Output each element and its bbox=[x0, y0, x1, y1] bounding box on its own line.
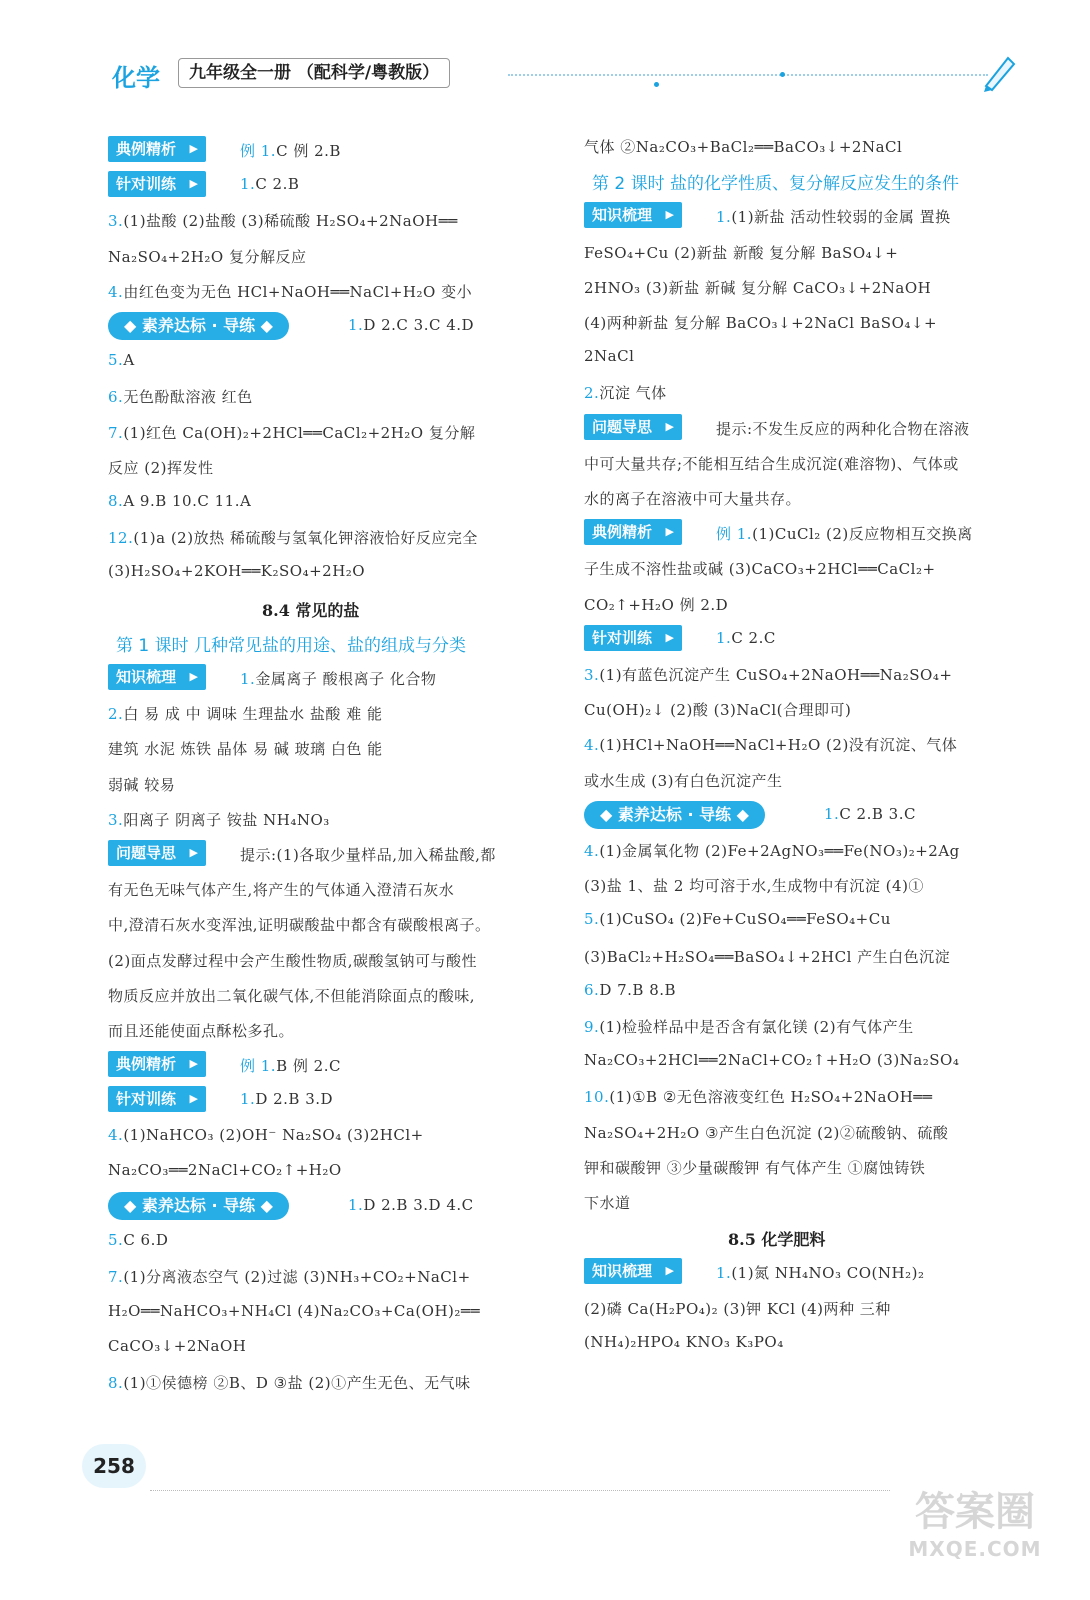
question-number: 4. bbox=[584, 736, 600, 755]
section-title: 8.5 化学肥料 bbox=[728, 1230, 826, 1250]
answer-line: Na₂SO₄+2H₂O 复分解反应 bbox=[108, 247, 307, 266]
pen-icon bbox=[980, 52, 1016, 92]
question-number: 1. bbox=[824, 804, 840, 823]
answer-line: 7.(1)红色 Ca(OH)₂+2HCl══CaCl₂+2H₂O 复分解 bbox=[108, 423, 476, 442]
answer-line: 弱碱 较易 bbox=[108, 775, 176, 794]
answer-line: 2.沉淀 气体 bbox=[584, 384, 667, 403]
section-tag: 典例精析 ▶ bbox=[584, 519, 682, 545]
answer-line: 1.(1)氮 NH₄NO₃ CO(NH₂)₂ bbox=[716, 1264, 925, 1283]
question-number: 1. bbox=[716, 628, 732, 647]
question-number: 例 1. bbox=[240, 142, 277, 160]
answer-line: (3)盐 1、盐 2 均可溶于水,生成物中有沉淀 (4)① bbox=[584, 877, 924, 896]
question-number: 2. bbox=[584, 384, 600, 403]
section-tag: ◆ 素养达标 · 导练 ◆ bbox=[584, 801, 765, 829]
answer-line: (2)磷 Ca(H₂PO₄)₂ (3)钾 KCl (4)两种 三种 bbox=[584, 1299, 891, 1318]
lesson-title: 第 2 课时 盐的化学性质、复分解反应发生的条件 bbox=[592, 174, 960, 195]
answer-line: 2.白 易 成 中 调味 生理盐水 盐酸 难 能 bbox=[108, 705, 383, 724]
answer-line: 提示:不发生反应的两种化合物在溶液 bbox=[716, 419, 970, 438]
header-dot bbox=[780, 72, 785, 77]
question-number: 1. bbox=[240, 175, 256, 194]
section-tag: 问题导思 ▶ bbox=[108, 840, 206, 866]
answer-line: 10.(1)①B ②无色溶液变红色 H₂SO₄+2NaOH══ bbox=[584, 1088, 933, 1107]
question-number: 1. bbox=[716, 208, 732, 227]
answer-line: 建筑 水泥 炼铁 晶体 易 碱 玻璃 白色 能 bbox=[108, 740, 383, 759]
answer-line: 钾和碳酸钾 ③少量碳酸钾 有气体产生 ①腐蚀铸铁 bbox=[584, 1158, 926, 1177]
question-number: 5. bbox=[108, 1231, 124, 1250]
answer-line: 5.A bbox=[108, 351, 135, 370]
answer-line: CO₂↑+H₂O 例 2.D bbox=[584, 595, 729, 614]
answer-line: 1.D 2.B 3.D bbox=[240, 1090, 334, 1109]
answer-line: FeSO₄+Cu (2)新盐 新酸 复分解 BaSO₄↓+ bbox=[584, 243, 899, 262]
section-tag: 典例精析 ▶ bbox=[108, 1051, 206, 1077]
answer-line: 例 1.(1)CuCl₂ (2)反应物相互交换离 bbox=[716, 525, 973, 544]
question-number: 4. bbox=[108, 282, 124, 301]
answer-line: Na₂CO₃══2NaCl+CO₂↑+H₂O bbox=[108, 1160, 342, 1179]
section-tag: 问题导思 ▶ bbox=[584, 414, 682, 440]
answer-line: 3.(1)盐酸 (2)盐酸 (3)稀硫酸 H₂SO₄+2NaOH══ bbox=[108, 212, 458, 231]
question-number: 1. bbox=[348, 316, 364, 334]
question-number: 4. bbox=[108, 1125, 124, 1144]
question-number: 3. bbox=[584, 666, 600, 684]
question-number: 8. bbox=[108, 1374, 124, 1392]
answer-line: 1.(1)新盐 活动性较弱的金属 置换 bbox=[716, 208, 951, 227]
answer-line: 1.D 2.B 3.D 4.C bbox=[348, 1196, 474, 1214]
header-dot bbox=[654, 82, 659, 87]
answer-line: H₂O══NaHCO₃+NH₄Cl (4)Na₂CO₃+Ca(OH)₂══ bbox=[108, 1301, 480, 1320]
answer-line: 4.由红色变为无色 HCl+NaOH══NaCl+H₂O 变小 bbox=[108, 282, 473, 301]
footer-divider bbox=[150, 1490, 890, 1491]
answer-line: (2)面点发酵过程中会产生酸性物质,碳酸氢钠可与酸性 bbox=[108, 951, 478, 970]
answer-line: 1.C 2.B bbox=[240, 175, 300, 194]
question-number: 例 1. bbox=[716, 525, 753, 544]
question-number: 3. bbox=[108, 810, 124, 829]
watermark-site: MXQE.COM bbox=[908, 1537, 1042, 1561]
question-number: 5. bbox=[108, 351, 124, 370]
answer-line: 例 1.B 例 2.C bbox=[240, 1057, 341, 1076]
header-book-title: 九年级全一册 （配科学/粤教版） bbox=[178, 58, 450, 88]
watermark-logo bbox=[880, 1480, 1070, 1580]
answer-line: 6.无色酚酞溶液 红色 bbox=[108, 388, 253, 407]
answer-line: 8.A 9.B 10.C 11.A bbox=[108, 492, 252, 510]
answer-line: 6.D 7.B 8.B bbox=[584, 980, 677, 999]
lesson-title: 第 1 课时 几种常见盐的用途、盐的组成与分类 bbox=[116, 635, 467, 656]
section-title: 8.4 常见的盐 bbox=[262, 600, 360, 620]
answer-line: 2NaCl bbox=[584, 347, 635, 366]
answer-line: 中,澄清石灰水变浑浊,证明碳酸盐中都含有碳酸根离子。 bbox=[108, 916, 491, 935]
answer-line: Na₂CO₃+2HCl══2NaCl+CO₂↑+H₂O (3)Na₂SO₄ bbox=[584, 1051, 960, 1070]
answer-line: 而且还能使面点酥松多孔。 bbox=[108, 1022, 295, 1040]
answer-line: 5.C 6.D bbox=[108, 1231, 169, 1250]
answer-line: 9.(1)检验样品中是否含有氯化镁 (2)有气体产生 bbox=[584, 1018, 914, 1036]
answer-line: 气体 ②Na₂CO₃+BaCl₂══BaCO₃↓+2NaCl bbox=[584, 138, 903, 156]
answer-line: (NH₄)₂HPO₄ KNO₃ K₃PO₄ bbox=[584, 1332, 784, 1351]
question-number: 6. bbox=[108, 388, 124, 407]
answer-line: 4.(1)HCl+NaOH══NaCl+H₂O (2)没有沉淀、气体 bbox=[584, 736, 958, 755]
header-divider bbox=[508, 74, 988, 76]
answer-line: 2HNO₃ (3)新盐 新碱 复分解 CaCO₃↓+2NaOH bbox=[584, 278, 932, 297]
answer-line: 例 1.C 例 2.B bbox=[240, 142, 341, 160]
section-tag: 针对训练 ▶ bbox=[584, 625, 682, 651]
answer-line: 4.(1)金属氧化物 (2)Fe+2AgNO₃══Fe(NO₃)₂+2Ag bbox=[584, 842, 960, 860]
answer-line: CaCO₃↓+2NaOH bbox=[108, 1336, 247, 1355]
question-number: 1. bbox=[348, 1196, 364, 1214]
section-tag: 知识梳理 ▶ bbox=[584, 1258, 682, 1284]
answer-line: 7.(1)分离液态空气 (2)过滤 (3)NH₃+CO₂+NaCl+ bbox=[108, 1268, 471, 1287]
answer-line: 或水生成 (3)有白色沉淀产生 bbox=[584, 771, 783, 790]
answer-line: 3.阳离子 阴离子 铵盐 NH₄NO₃ bbox=[108, 810, 330, 829]
answer-line: 3.(1)有蓝色沉淀产生 CuSO₄+2NaOH══Na₂SO₄+ bbox=[584, 666, 953, 684]
section-tag: ◆ 素养达标 · 导练 ◆ bbox=[108, 1192, 289, 1220]
question-number: 7. bbox=[108, 1268, 124, 1287]
answer-line: 子生成不溶性盐或碱 (3)CaCO₃+2HCl══CaCl₂+ bbox=[584, 560, 936, 579]
answer-line: 1.金属离子 酸根离子 化合物 bbox=[240, 670, 437, 688]
answer-line: 1.C 2.C bbox=[716, 628, 776, 647]
answer-line: (3)H₂SO₄+2KOH══K₂SO₄+2H₂O bbox=[108, 562, 366, 581]
question-number: 5. bbox=[584, 910, 600, 929]
question-number: 8. bbox=[108, 492, 124, 510]
question-number: 10. bbox=[584, 1088, 610, 1107]
question-number: 12. bbox=[108, 529, 134, 548]
page-number: 258 bbox=[82, 1444, 146, 1488]
section-tag: 针对训练 ▶ bbox=[108, 1086, 206, 1112]
answer-line: Na₂SO₄+2H₂O ③产生白色沉淀 (2)②硫酸钠、硫酸 bbox=[584, 1123, 949, 1142]
section-tag: 针对训练 ▶ bbox=[108, 171, 206, 197]
question-number: 1. bbox=[240, 1090, 256, 1109]
question-number: 9. bbox=[584, 1018, 600, 1036]
answer-line: 1.C 2.B 3.C bbox=[824, 804, 916, 823]
question-number: 1. bbox=[240, 670, 256, 688]
header-subject: 化学 bbox=[112, 64, 160, 92]
answer-line: Cu(OH)₂↓ (2)酸 (3)NaCl(合理即可) bbox=[584, 701, 852, 720]
answer-line: 8.(1)①侯德榜 ②B、D ③盐 (2)①产生无色、无气味 bbox=[108, 1374, 471, 1392]
section-tag: 知识梳理 ▶ bbox=[584, 202, 682, 228]
answer-line: 5.(1)CuSO₄ (2)Fe+CuSO₄══FeSO₄+Cu bbox=[584, 910, 891, 929]
question-number: 1. bbox=[716, 1264, 732, 1283]
answer-line: 反应 (2)挥发性 bbox=[108, 458, 214, 477]
answer-line: 提示:(1)各取少量样品,加入稀盐酸,都 bbox=[240, 846, 496, 864]
question-number: 3. bbox=[108, 212, 124, 231]
answer-line: 有无色无味气体产生,将产生的气体通入澄清石灰水 bbox=[108, 881, 455, 900]
section-tag: 典例精析 ▶ bbox=[108, 136, 206, 162]
section-tag: ◆ 素养达标 · 导练 ◆ bbox=[108, 312, 289, 340]
answer-line: 下水道 bbox=[584, 1194, 631, 1212]
answer-line: 1.D 2.C 3.C 4.D bbox=[348, 316, 475, 334]
question-number: 7. bbox=[108, 423, 124, 442]
question-number: 例 1. bbox=[240, 1057, 277, 1076]
answer-line: (3)BaCl₂+H₂SO₄══BaSO₄↓+2HCl 产生白色沉淀 bbox=[584, 947, 951, 966]
question-number: 2. bbox=[108, 705, 124, 724]
answer-line: 物质反应并放出二氧化碳气体,不但能消除面点的酸味, bbox=[108, 986, 476, 1005]
answer-line: 4.(1)NaHCO₃ (2)OH⁻ Na₂SO₄ (3)2HCl+ bbox=[108, 1125, 424, 1144]
section-tag: 知识梳理 ▶ bbox=[108, 664, 206, 690]
answer-line: (4)两种新盐 复分解 BaCO₃↓+2NaCl BaSO₄↓+ bbox=[584, 314, 938, 332]
answer-line: 12.(1)a (2)放热 稀硫酸与氢氧化钾溶液恰好反应完全 bbox=[108, 529, 478, 548]
question-number: 6. bbox=[584, 980, 600, 999]
answer-line: 水的离子在溶液中可大量共存。 bbox=[584, 490, 802, 508]
question-number: 4. bbox=[584, 842, 600, 860]
watermark-text: 答案圈 bbox=[915, 1489, 1035, 1535]
answer-line: 中可大量共存;不能相互结合生成沉淀(难溶物)、气体或 bbox=[584, 454, 959, 473]
